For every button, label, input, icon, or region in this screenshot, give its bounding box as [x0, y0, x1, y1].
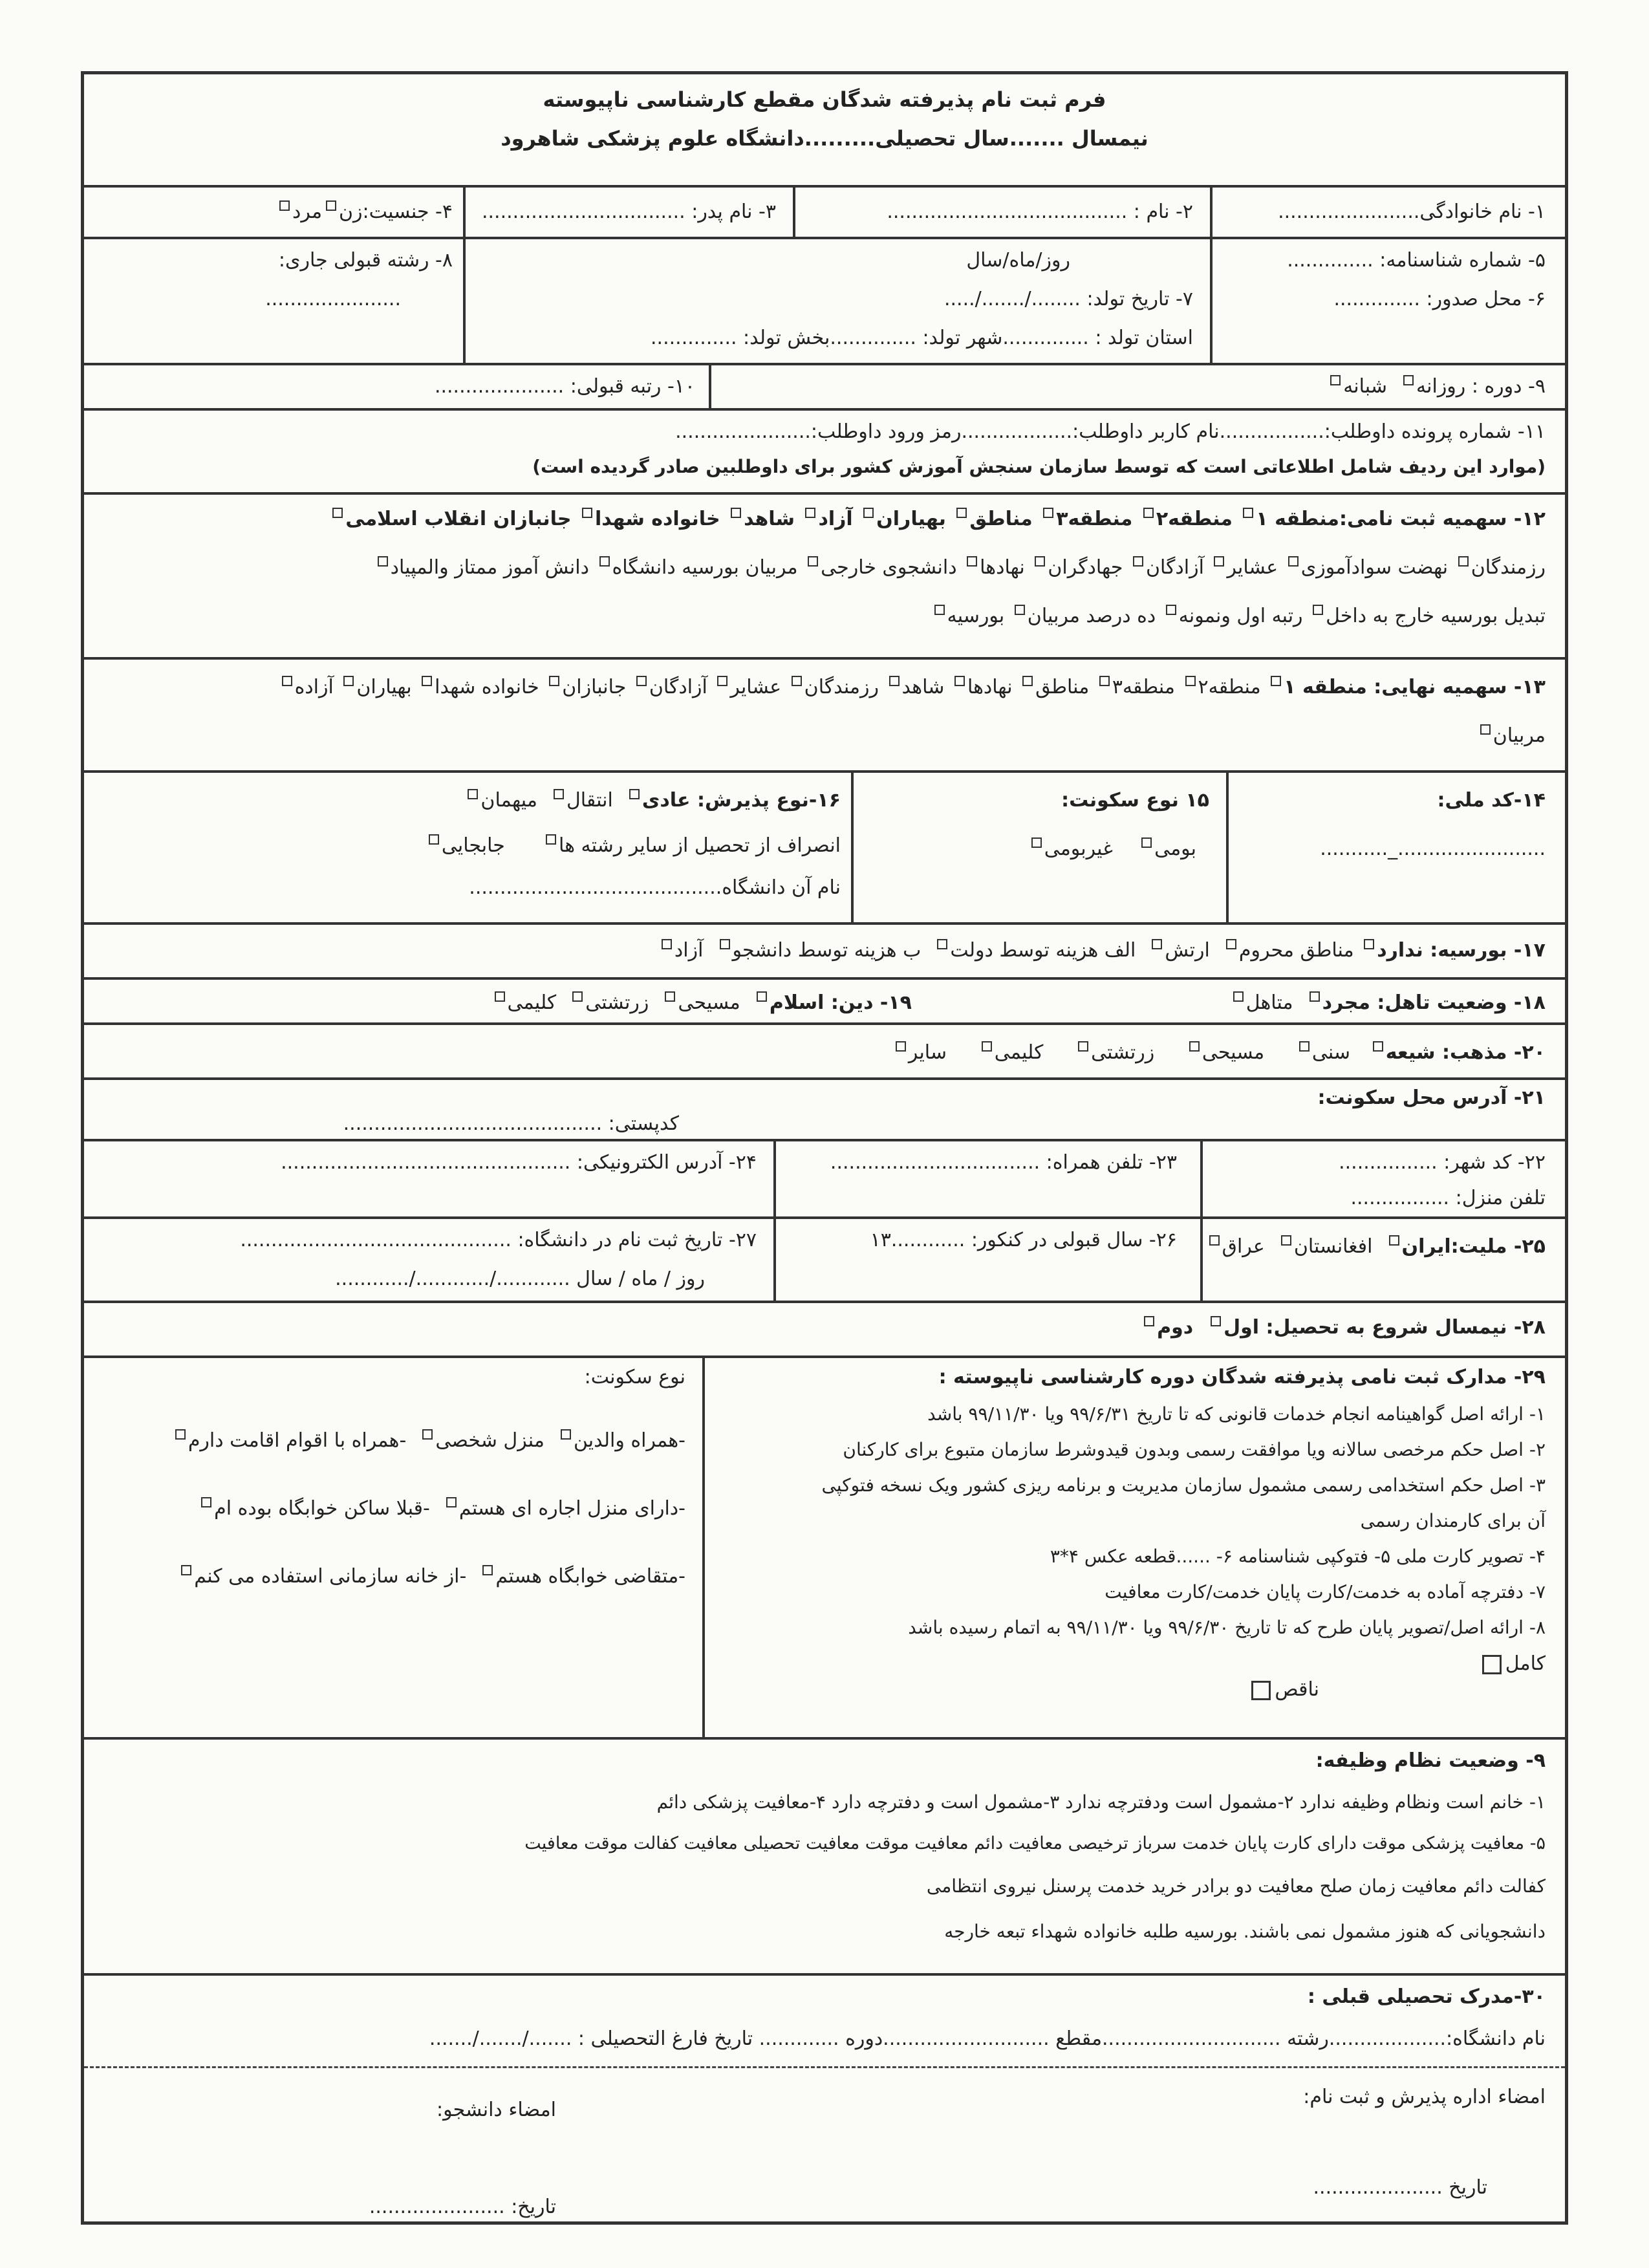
applicant-file-field[interactable]: ۱۱- شماره پرونده داوطلب:.................نام کاربر داوطلب:..................رمز ورود داوطلب:......................: [675, 420, 1546, 443]
checkbox[interactable]: [954, 676, 965, 686]
checkbox[interactable]: [792, 676, 802, 686]
checkbox[interactable]: [1214, 556, 1224, 567]
checkbox[interactable]: [1022, 676, 1033, 686]
checkbox[interactable]: [1480, 724, 1491, 735]
office-date-field[interactable]: تاریخ .....................: [1313, 2176, 1487, 2199]
documents-incomplete[interactable]: [1247, 1678, 1319, 1701]
field-label: افغانستان: [1293, 1235, 1373, 1258]
checkbox[interactable]: [343, 676, 354, 686]
checkbox[interactable]: [1078, 1041, 1088, 1052]
checkbox[interactable]: [422, 676, 432, 686]
document-item: ۷- دفترچه آماده به خدمت/کارت پایان خدمت/کارت معافیت: [1105, 1581, 1546, 1603]
checkbox[interactable]: [561, 1429, 571, 1440]
field-label: منزل شخصی: [435, 1429, 544, 1452]
checkbox[interactable]: [1141, 837, 1152, 848]
checkbox[interactable]: [1243, 508, 1253, 518]
document-item: ۲- اصل حکم مرخصی سالانه ویا موافقت رسمی وبدون قیدوشرط سازمان متبوع برای کارکنان: [843, 1439, 1546, 1460]
checkbox[interactable]: [1099, 676, 1110, 686]
field-label: جانبازان: [562, 676, 627, 698]
field-label: زرتشتی: [1091, 1041, 1155, 1064]
checkbox[interactable]: [1310, 991, 1320, 1002]
field-label: -از خانه سازمانی استفاده می کنم: [194, 1565, 467, 1588]
birth-date-field[interactable]: ۷- تاریخ تولد: ......../......./.....: [943, 288, 1193, 310]
checkbox[interactable]: [1043, 508, 1053, 518]
final-quota-line-2[interactable]: [1476, 724, 1546, 747]
field-label: ارتش: [1165, 939, 1210, 962]
checkbox[interactable]: [1133, 556, 1143, 567]
checkbox[interactable]: [662, 939, 672, 949]
previous-degree-line[interactable]: نام دانشگاه:...................رشته .............................مقطع ...........................دوره ............. تاریخ فارغ التحصیلی : ......./......./.......: [429, 2027, 1546, 2050]
home-phone-field[interactable]: تلفن منزل: ................: [1350, 1187, 1546, 1209]
registration-date-field[interactable]: ۲۷- تاریخ ثبت نام در دانشگاه: ............................................: [240, 1229, 757, 1251]
checkbox[interactable]: [934, 605, 945, 615]
address-label: ۲۱- آدرس محل سکونت:: [1317, 1086, 1546, 1109]
checkbox[interactable]: [937, 939, 947, 949]
field-label: انتقال: [566, 789, 613, 812]
field-label: منطقه۳: [1112, 676, 1175, 698]
document-item: ۱- ارائه اصل گواهینامه انجام خدمات قانونی که تا تاریخ ۹۹/۶/۳۱ ویا ۹۹/۱۱/۳۰ باشد: [927, 1403, 1546, 1425]
current-major-field[interactable]: ۸- رشته قبولی جاری:: [278, 249, 453, 272]
checkbox[interactable]: [201, 1497, 211, 1507]
checkbox[interactable]: [1364, 939, 1374, 949]
field-label: منطقه۳: [1056, 508, 1133, 530]
id-number-field[interactable]: ۵- شماره شناسنامه: ..............: [1287, 249, 1546, 272]
checkbox[interactable]: [1211, 1316, 1221, 1326]
checkbox[interactable]: [863, 508, 874, 518]
field-label: کلیمی: [994, 1041, 1044, 1064]
national-code-field[interactable]: ........................_...........: [1320, 837, 1546, 860]
field-label: متاهل: [1245, 991, 1293, 1014]
field-label: میهمان: [480, 789, 537, 812]
field-label: دانشجوی خارجی: [821, 556, 957, 579]
checkbox[interactable]: [1185, 676, 1196, 686]
field-label: بهیاران: [356, 676, 412, 698]
scholarship-field[interactable]: [658, 939, 1546, 962]
quota-line-2[interactable]: [374, 556, 1546, 579]
military-line-2[interactable]: ۵- معافیت پزشکی موقت دارای کارت پایان خدمت سرباز ترخیصی معافیت دائم معافیت موقت معافیت تحصیلی معافیت کفالت موقت معافیت: [524, 1833, 1546, 1853]
field-label: مسیحی: [678, 991, 740, 1014]
field-label: تبدیل بورسیه خارج به داخل: [1326, 605, 1546, 627]
checkbox[interactable]: [572, 991, 583, 1002]
field-label: ده درصد مربیان: [1027, 605, 1156, 627]
gender-field[interactable]: [275, 200, 453, 223]
field-label: سنی: [1311, 1041, 1351, 1064]
checkbox[interactable]: [1373, 1041, 1383, 1052]
residence-type-label: ۱۵ نوع سکونت:: [1061, 789, 1209, 812]
checkbox[interactable]: [1458, 556, 1469, 567]
checkbox-day[interactable]: [1403, 375, 1414, 385]
field-label: ۲۰- مذهب: شیعه: [1385, 1041, 1546, 1064]
start-semester-field[interactable]: [1140, 1316, 1546, 1339]
field-label: عراق: [1222, 1235, 1265, 1258]
field-label: ۱۶-نوع پذیرش: عادی: [641, 789, 841, 812]
field-label: غیربومی: [1044, 837, 1113, 860]
column-divider: [709, 365, 711, 408]
issue-place-field[interactable]: ۶- محل صدور: ..............: [1333, 288, 1546, 310]
dashed-divider: [84, 2066, 1565, 2068]
field-label: ناقص: [1275, 1678, 1319, 1701]
document-item: آن برای کارمندان رسمی: [1360, 1510, 1546, 1531]
national-code-label: ۱۴-کد ملی:: [1437, 789, 1546, 812]
checkbox[interactable]: [422, 1429, 433, 1440]
row-national: [84, 773, 1565, 925]
checkbox[interactable]: [1313, 605, 1323, 615]
column-divider: [702, 1358, 705, 1737]
checkbox[interactable]: [332, 508, 343, 518]
field-label: منطقه۲: [1156, 508, 1233, 530]
mobile-field[interactable]: ۲۳- تلفن همراه: ..................................: [830, 1151, 1177, 1174]
field-label: آزاد: [818, 508, 853, 530]
field-label: شاهد: [901, 676, 945, 698]
row-military: [84, 1740, 1565, 1976]
form-subtitle: نیمسال .......سال تحصیلی.........دانشگاه علوم پزشکی شاهرود: [501, 126, 1148, 151]
column-divider: [463, 239, 466, 363]
checkbox[interactable]: [1035, 556, 1045, 567]
field-label: بورسیه: [947, 605, 1005, 627]
field-label: -همراه والدین: [573, 1429, 685, 1452]
city-code-field[interactable]: ۲۲- کد شهر: ................: [1339, 1151, 1546, 1174]
checkbox-female[interactable]: [326, 200, 336, 211]
field-label: رتبه اول ونمونه: [1178, 605, 1303, 627]
row-marital: [84, 980, 1565, 1025]
field-label: الف هزینه توسط دولت: [950, 939, 1136, 962]
field-label: خانواده شهدا: [435, 676, 539, 698]
form-header: [84, 74, 1565, 188]
field-label: دوم: [1157, 1316, 1194, 1339]
row-birth: [84, 239, 1565, 365]
field-label: آزاد: [674, 939, 704, 962]
birth-place-field[interactable]: استان تولد : ..............شهر تولد: ..............بخش تولد: ..............: [651, 327, 1193, 349]
checkbox[interactable]: [546, 834, 556, 845]
field-label: عشایر: [1227, 556, 1278, 579]
checkbox[interactable]: [482, 1565, 493, 1575]
field-label: سایر: [908, 1041, 947, 1064]
admission-type-line-2[interactable]: [425, 834, 841, 857]
field-label: ۴- جنسیت:زن: [339, 200, 453, 223]
column-divider: [1210, 188, 1212, 237]
checkbox[interactable]: [1288, 556, 1299, 567]
checkbox[interactable]: [665, 991, 675, 1002]
housing-line-1[interactable]: [171, 1429, 685, 1452]
field-label: ۲۵- ملیت:ایران: [1401, 1235, 1546, 1258]
checkbox[interactable]: [554, 789, 564, 799]
checkbox[interactable]: [378, 556, 388, 567]
checkbox[interactable]: [468, 789, 478, 799]
checkbox[interactable]: [896, 1041, 906, 1052]
field-label: جهادگران: [1048, 556, 1123, 579]
field-label: نهادها: [980, 556, 1025, 579]
field-label: بومی: [1154, 837, 1196, 860]
field-label: آزاده: [294, 676, 334, 698]
column-divider: [773, 1141, 776, 1216]
student-date-field[interactable]: تاریخ: ......................: [369, 2196, 556, 2218]
field-label: ب هزینه توسط دانشجو: [732, 939, 921, 962]
field-label: منطقه۲: [1198, 676, 1261, 698]
field-label: ۱۳- سهمیه نهایی: منطقه ۱: [1284, 676, 1546, 698]
checkbox[interactable]: [1299, 1041, 1310, 1052]
field-label: ۱۷- بورسیه: ندارد: [1377, 939, 1546, 962]
religion-field[interactable]: [491, 991, 912, 1014]
field-label: آزادگان: [1145, 556, 1204, 579]
column-divider: [851, 773, 854, 922]
field-label: مسیحی: [1202, 1041, 1265, 1064]
checkbox[interactable]: [808, 556, 818, 567]
quota-line-3[interactable]: [931, 605, 1546, 627]
row-sect: [84, 1025, 1565, 1080]
field-label: جابجایی: [441, 834, 505, 857]
military-line-3[interactable]: کفالت دائم معافیت زمان صلح معافیت دو برادر خرید خدمت پرسنل نیروی انتظامی: [926, 1875, 1546, 1897]
checkbox[interactable]: [1031, 837, 1042, 848]
checkbox[interactable]: [181, 1565, 191, 1575]
checkbox-incomplete[interactable]: [1251, 1681, 1271, 1700]
field-label: نهضت سوادآموزی: [1300, 556, 1449, 579]
row-applicant: [84, 411, 1565, 495]
row-final-quota: [84, 660, 1565, 773]
row-documents: [84, 1358, 1565, 1740]
column-divider: [793, 188, 795, 237]
field-label: ۹- دوره : روزانه: [1416, 375, 1546, 398]
previous-degree-title: ۳۰-مدرک تحصیلی قبلی :: [1307, 1985, 1546, 2008]
field-label: ۱۲- سهمیه ثبت نامی:منطقه ۱: [1256, 508, 1546, 530]
field-label: آزادگان: [649, 676, 707, 698]
residence-type-options[interactable]: [1028, 837, 1196, 860]
field-label: عشایر: [730, 676, 782, 698]
field-label: -دارای منزل اجاره ای هستم: [458, 1497, 685, 1520]
field-label: رزمندگان: [804, 676, 879, 698]
entrance-year-field[interactable]: ۲۶- سال قبولی در کنکور: ............۱۳: [870, 1229, 1177, 1251]
checkbox[interactable]: [495, 991, 505, 1002]
student-signature-field[interactable]: امضاء دانشجو:: [436, 2099, 556, 2121]
field-label: مناطق: [1035, 676, 1090, 698]
checkbox[interactable]: [636, 676, 647, 686]
field-label: کامل: [1505, 1652, 1546, 1675]
checkbox[interactable]: [1233, 991, 1244, 1002]
checkbox[interactable]: [1015, 605, 1025, 615]
checkbox[interactable]: [805, 508, 815, 518]
row-names: [84, 188, 1565, 239]
checkbox[interactable]: [717, 676, 727, 686]
row-quota: [84, 495, 1565, 660]
field-label: ۱۸- وضعیت تاهل: مجرد: [1322, 991, 1546, 1014]
checkbox[interactable]: [731, 508, 741, 518]
checkbox[interactable]: [956, 508, 967, 518]
checkbox[interactable]: [1209, 1235, 1220, 1246]
father-name-field[interactable]: ۳- نام پدر: .................................: [481, 200, 776, 223]
checkbox[interactable]: [549, 676, 559, 686]
field-label: خانواده شهدا: [594, 508, 720, 530]
checkbox[interactable]: [1166, 605, 1176, 615]
column-divider: [1200, 1141, 1203, 1216]
documents-complete[interactable]: [1478, 1652, 1546, 1675]
field-label: شبانه: [1343, 375, 1387, 398]
family-name-field[interactable]: ۱- نام خانوادگی.......................: [1278, 200, 1546, 223]
final-quota-field[interactable]: [278, 676, 1546, 698]
housing-title: نوع سکونت:: [584, 1366, 685, 1388]
row-previous-degree: [84, 1976, 1565, 2066]
document-item: ۴- تصویر کارت ملی ۵- فتوکپی شناسنامه ۶- ......قطعه عکس ۴*۳: [1050, 1546, 1546, 1567]
checkbox[interactable]: [967, 556, 977, 567]
checkbox[interactable]: [720, 939, 730, 949]
column-divider: [1210, 239, 1212, 363]
checkbox-complete[interactable]: [1482, 1655, 1502, 1674]
form-title: فرم ثبت نام پذیرفته شدگان مقطع کارشناسی ناپیوسته: [543, 87, 1106, 112]
checkbox[interactable]: [175, 1429, 186, 1440]
row-contact: [84, 1141, 1565, 1219]
email-field[interactable]: ۲۴- آدرس الکترونیکی: ...............................................: [281, 1151, 757, 1174]
checkbox[interactable]: [1271, 676, 1281, 686]
checkbox[interactable]: [429, 834, 439, 845]
row-address: [84, 1080, 1565, 1141]
university-name-field[interactable]: نام آن دانشگاه.........................................: [469, 876, 841, 899]
date-format-label: روز/ماه/سال: [966, 249, 1070, 272]
field-label: مرد: [292, 200, 323, 223]
checkbox[interactable]: [889, 676, 900, 686]
office-signature-field[interactable]: امضاء اداره پذیرش و ثبت نام:: [1303, 2086, 1546, 2108]
checkbox[interactable]: [1143, 508, 1154, 518]
military-line-4[interactable]: دانشجویانی که هنوز مشمول نمی باشند. بورسیه طلبه خانواده شهداء تبعه خارجه: [944, 1921, 1546, 1942]
field-label: بهیاران: [876, 508, 946, 530]
registration-date-line[interactable]: روز / ماه / سال ............/............/............: [335, 1268, 705, 1290]
checkbox[interactable]: [1226, 939, 1236, 949]
field-label: مناطق محروم: [1238, 939, 1354, 962]
row-period: [84, 365, 1565, 411]
rank-field[interactable]: ۱۰- رتبه قبولی: .....................: [434, 375, 695, 398]
column-divider: [463, 188, 466, 237]
field-label: -متقاضی خوابگاه هستم: [495, 1565, 685, 1588]
current-major-line: ......................: [265, 288, 401, 310]
field-label: -قبلا ساکن خوابگاه بوده ام: [214, 1497, 430, 1520]
field-label: -همراه با اقوام اقامت دارم: [188, 1429, 407, 1452]
checkbox[interactable]: [1152, 939, 1162, 949]
row-scholarship: [84, 925, 1565, 980]
applicant-note: (موارد این ردیف شامل اطلاعاتی است که توسط سازمان سنجش آموزش کشور برای داوطلبین صادر گردیده است): [532, 456, 1546, 477]
checkbox[interactable]: [1389, 1235, 1399, 1246]
documents-title: ۲۹- مدارک ثبت نامی پذیرفته شدگان دوره کارشناسی ناپیوسته :: [938, 1366, 1546, 1388]
document-item: ۳- اصل حکم استخدامی رسمی مشمول سازمان مدیریت و برنامه ریزی کشور ویک نسخه فتوکپی: [821, 1474, 1546, 1496]
column-divider: [1226, 773, 1229, 922]
admission-type-field[interactable]: [464, 789, 841, 812]
column-divider: [773, 1219, 776, 1301]
first-name-field[interactable]: ۲- نام : .......................................: [887, 200, 1193, 223]
checkbox[interactable]: [582, 508, 592, 518]
nationality-field[interactable]: [1205, 1235, 1546, 1258]
checkbox[interactable]: [982, 1041, 992, 1052]
field-label: مربیان بورسیه دانشگاه: [612, 556, 798, 579]
field-label: نهادها: [967, 676, 1013, 698]
marital-field[interactable]: [1229, 991, 1546, 1014]
military-line-1[interactable]: ۱- خانم است ونظام وظیفه ندارد ۲-مشمول است ودفترچه ندارد ۳-مشمول است و دفترچه دارد ۴-معافیت پزشکی دائم: [656, 1791, 1546, 1813]
field-label: انصراف از تحصیل از سایر رشته ها: [559, 834, 841, 857]
field-label: دانش آموز ممتاز والمپیاد: [390, 556, 589, 579]
document-item: ۸- ارائه اصل/تصویر پایان طرح که تا تاریخ ۹۹/۶/۳۰ ویا ۹۹/۱۱/۳۰ به اتمام رسیده باشد: [908, 1617, 1546, 1638]
checkbox[interactable]: [599, 556, 610, 567]
housing-line-3[interactable]: [177, 1565, 685, 1588]
checkbox[interactable]: [1189, 1041, 1200, 1052]
field-label: رزمندگان: [1471, 556, 1546, 579]
checkbox[interactable]: [446, 1497, 457, 1507]
checkbox[interactable]: [1144, 1316, 1154, 1326]
checkbox[interactable]: [1281, 1235, 1291, 1246]
field-label: شاهد: [744, 508, 795, 530]
row-semester: [84, 1303, 1565, 1358]
checkbox[interactable]: [757, 991, 767, 1002]
checkbox-night[interactable]: [1330, 375, 1341, 385]
checkbox-male[interactable]: [279, 200, 290, 211]
field-label: ۱۹- دین: اسلام: [769, 991, 912, 1014]
field-label: جانبازان انقلاب اسلامی: [345, 508, 572, 530]
checkbox[interactable]: [629, 789, 640, 799]
postal-code-field[interactable]: کدپستی: ..........................................: [343, 1112, 679, 1135]
column-divider: [1200, 1219, 1203, 1301]
housing-line-2[interactable]: [197, 1497, 685, 1520]
military-title: ۹- وضعیت نظام وظیفه:: [1315, 1749, 1546, 1772]
checkbox[interactable]: [282, 676, 292, 686]
registration-form: [81, 71, 1568, 2225]
field-label: کلیمی: [507, 991, 557, 1014]
field-label: ۲۸- نیمسال شروع به تحصیل: اول: [1223, 1316, 1546, 1339]
sect-field[interactable]: [892, 1041, 1546, 1064]
quota-field[interactable]: [329, 508, 1546, 530]
period-field[interactable]: [1326, 375, 1546, 398]
field-label: مربیان: [1493, 724, 1546, 747]
row-nationality: [84, 1219, 1565, 1303]
field-label: زرتشتی: [585, 991, 649, 1014]
field-label: مناطق: [969, 508, 1033, 530]
